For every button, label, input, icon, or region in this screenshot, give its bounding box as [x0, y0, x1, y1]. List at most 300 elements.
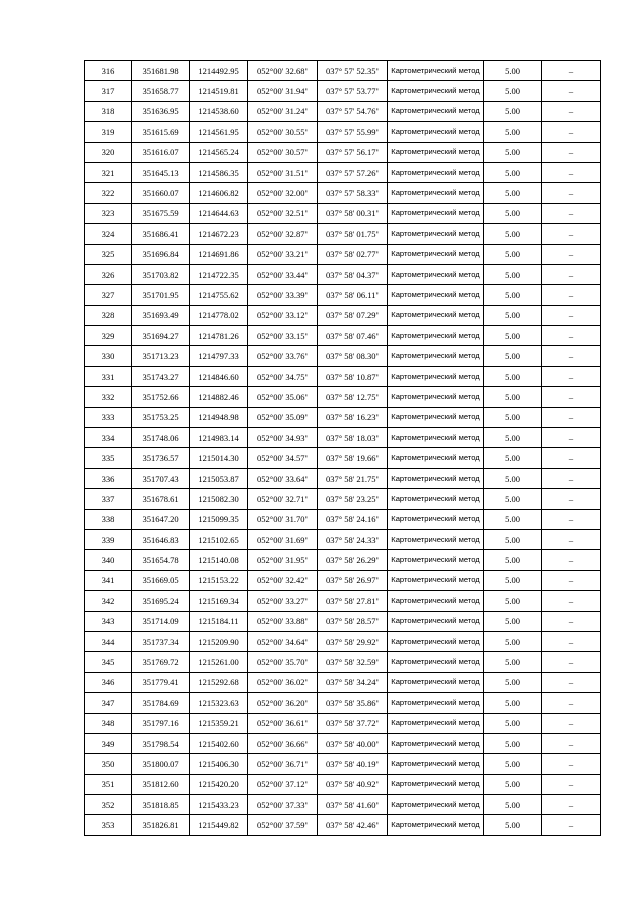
point-number-cell: 316 — [85, 61, 132, 81]
longitude-cell: 037° 58' 23.25" — [318, 489, 388, 509]
y-coordinate-cell: 1214672.23 — [190, 224, 248, 244]
method-cell: Картометрический метод — [388, 774, 484, 794]
latitude-cell: 052°00' 33.76" — [248, 346, 318, 366]
latitude-cell: 052°00' 35.06" — [248, 387, 318, 407]
y-coordinate-cell: 1215323.63 — [190, 693, 248, 713]
method-cell: Картометрический метод — [388, 631, 484, 651]
x-coordinate-cell: 351675.59 — [132, 203, 190, 223]
method-cell: Картометрический метод — [388, 346, 484, 366]
note-cell: – — [542, 305, 601, 325]
point-number-cell: 340 — [85, 550, 132, 570]
longitude-cell: 037° 58' 16.23" — [318, 407, 388, 427]
latitude-cell: 052°00' 35.09" — [248, 407, 318, 427]
y-coordinate-cell: 1214691.86 — [190, 244, 248, 264]
accuracy-cell: 5.00 — [484, 591, 542, 611]
note-cell: – — [542, 672, 601, 692]
accuracy-cell: 5.00 — [484, 713, 542, 733]
y-coordinate-cell: 1214586.35 — [190, 162, 248, 182]
accuracy-cell: 5.00 — [484, 489, 542, 509]
longitude-cell: 037° 57' 58.33" — [318, 183, 388, 203]
y-coordinate-cell: 1214983.14 — [190, 428, 248, 448]
latitude-cell: 052°00' 30.57" — [248, 142, 318, 162]
longitude-cell: 037° 58' 07.29" — [318, 305, 388, 325]
method-cell: Картометрический метод — [388, 61, 484, 81]
latitude-cell: 052°00' 33.39" — [248, 285, 318, 305]
x-coordinate-cell: 351797.16 — [132, 713, 190, 733]
method-cell: Картометрический метод — [388, 264, 484, 284]
point-number-cell: 336 — [85, 468, 132, 488]
table-row — [85, 774, 601, 794]
point-number-cell: 353 — [85, 815, 132, 835]
x-coordinate-cell: 351616.07 — [132, 142, 190, 162]
longitude-cell: 037° 58' 28.57" — [318, 611, 388, 631]
accuracy-cell: 5.00 — [484, 795, 542, 815]
note-cell: – — [542, 428, 601, 448]
method-cell: Картометрический метод — [388, 142, 484, 162]
note-cell: – — [542, 509, 601, 529]
method-cell: Картометрический метод — [388, 162, 484, 182]
accuracy-cell: 5.00 — [484, 183, 542, 203]
longitude-cell: 037° 58' 02.77" — [318, 244, 388, 264]
table-row — [85, 468, 601, 488]
y-coordinate-cell: 1215140.08 — [190, 550, 248, 570]
method-cell: Картометрический метод — [388, 428, 484, 448]
latitude-cell: 052°00' 31.95" — [248, 550, 318, 570]
accuracy-cell: 5.00 — [484, 162, 542, 182]
method-cell: Картометрический метод — [388, 611, 484, 631]
accuracy-cell: 5.00 — [484, 326, 542, 346]
note-cell: – — [542, 489, 601, 509]
accuracy-cell: 5.00 — [484, 529, 542, 549]
table-row — [85, 387, 601, 407]
y-coordinate-cell: 1214722.35 — [190, 264, 248, 284]
method-cell: Картометрический метод — [388, 122, 484, 142]
point-number-cell: 317 — [85, 81, 132, 101]
accuracy-cell: 5.00 — [484, 774, 542, 794]
longitude-cell: 037° 57' 53.77" — [318, 81, 388, 101]
note-cell: – — [542, 81, 601, 101]
accuracy-cell: 5.00 — [484, 346, 542, 366]
latitude-cell: 052°00' 36.02" — [248, 672, 318, 692]
accuracy-cell: 5.00 — [484, 570, 542, 590]
method-cell: Картометрический метод — [388, 244, 484, 264]
table-row — [85, 407, 601, 427]
longitude-cell: 037° 57' 54.76" — [318, 101, 388, 121]
latitude-cell: 052°00' 34.57" — [248, 448, 318, 468]
point-number-cell: 327 — [85, 285, 132, 305]
note-cell: – — [542, 326, 601, 346]
point-number-cell: 351 — [85, 774, 132, 794]
table-row — [85, 366, 601, 386]
longitude-cell: 037° 58' 42.46" — [318, 815, 388, 835]
y-coordinate-cell: 1214797.33 — [190, 346, 248, 366]
note-cell: – — [542, 652, 601, 672]
longitude-cell: 037° 58' 10.87" — [318, 366, 388, 386]
latitude-cell: 052°00' 36.61" — [248, 713, 318, 733]
x-coordinate-cell: 351647.20 — [132, 509, 190, 529]
note-cell: – — [542, 407, 601, 427]
method-cell: Картометрический метод — [388, 203, 484, 223]
latitude-cell: 052°00' 37.12" — [248, 774, 318, 794]
point-number-cell: 344 — [85, 631, 132, 651]
note-cell: – — [542, 591, 601, 611]
point-number-cell: 346 — [85, 672, 132, 692]
accuracy-cell: 5.00 — [484, 387, 542, 407]
latitude-cell: 052°00' 32.87" — [248, 224, 318, 244]
table-row — [85, 509, 601, 529]
point-number-cell: 329 — [85, 326, 132, 346]
accuracy-cell: 5.00 — [484, 285, 542, 305]
method-cell: Картометрический метод — [388, 183, 484, 203]
point-number-cell: 324 — [85, 224, 132, 244]
method-cell: Картометрический метод — [388, 529, 484, 549]
point-number-cell: 345 — [85, 652, 132, 672]
x-coordinate-cell: 351818.85 — [132, 795, 190, 815]
x-coordinate-cell: 351784.69 — [132, 693, 190, 713]
note-cell: – — [542, 550, 601, 570]
accuracy-cell: 5.00 — [484, 631, 542, 651]
point-number-cell: 323 — [85, 203, 132, 223]
latitude-cell: 052°00' 33.44" — [248, 264, 318, 284]
accuracy-cell: 5.00 — [484, 468, 542, 488]
method-cell: Картометрический метод — [388, 468, 484, 488]
y-coordinate-cell: 1215014.30 — [190, 448, 248, 468]
method-cell: Картометрический метод — [388, 550, 484, 570]
note-cell: – — [542, 774, 601, 794]
method-cell: Картометрический метод — [388, 570, 484, 590]
x-coordinate-cell: 351800.07 — [132, 754, 190, 774]
accuracy-cell: 5.00 — [484, 550, 542, 570]
latitude-cell: 052°00' 37.59" — [248, 815, 318, 835]
point-number-cell: 320 — [85, 142, 132, 162]
latitude-cell: 052°00' 36.66" — [248, 733, 318, 753]
latitude-cell: 052°00' 35.70" — [248, 652, 318, 672]
y-coordinate-cell: 1214778.02 — [190, 305, 248, 325]
table-row — [85, 346, 601, 366]
note-cell: – — [542, 203, 601, 223]
table-row — [85, 754, 601, 774]
note-cell: – — [542, 183, 601, 203]
longitude-cell: 037° 58' 41.60" — [318, 795, 388, 815]
point-number-cell: 349 — [85, 733, 132, 753]
point-number-cell: 331 — [85, 366, 132, 386]
method-cell: Картометрический метод — [388, 387, 484, 407]
point-number-cell: 348 — [85, 713, 132, 733]
note-cell: – — [542, 346, 601, 366]
accuracy-cell: 5.00 — [484, 61, 542, 81]
x-coordinate-cell: 351826.81 — [132, 815, 190, 835]
y-coordinate-cell: 1215449.82 — [190, 815, 248, 835]
method-cell: Картометрический метод — [388, 509, 484, 529]
longitude-cell: 037° 58' 24.16" — [318, 509, 388, 529]
note-cell: – — [542, 448, 601, 468]
method-cell: Картометрический метод — [388, 733, 484, 753]
note-cell: – — [542, 101, 601, 121]
table-row — [85, 570, 601, 590]
x-coordinate-cell: 351748.06 — [132, 428, 190, 448]
longitude-cell: 037° 58' 01.75" — [318, 224, 388, 244]
note-cell: – — [542, 570, 601, 590]
longitude-cell: 037° 58' 21.75" — [318, 468, 388, 488]
table-row — [85, 448, 601, 468]
x-coordinate-cell: 351736.57 — [132, 448, 190, 468]
table-row — [85, 529, 601, 549]
longitude-cell: 037° 58' 32.59" — [318, 652, 388, 672]
latitude-cell: 052°00' 30.55" — [248, 122, 318, 142]
y-coordinate-cell: 1215053.87 — [190, 468, 248, 488]
x-coordinate-cell: 351660.07 — [132, 183, 190, 203]
y-coordinate-cell: 1215153.22 — [190, 570, 248, 590]
note-cell: – — [542, 142, 601, 162]
x-coordinate-cell: 351654.78 — [132, 550, 190, 570]
table-row — [85, 244, 601, 264]
longitude-cell: 037° 58' 29.92" — [318, 631, 388, 651]
accuracy-cell: 5.00 — [484, 733, 542, 753]
table-row — [85, 142, 601, 162]
note-cell: – — [542, 795, 601, 815]
accuracy-cell: 5.00 — [484, 509, 542, 529]
table-row — [85, 652, 601, 672]
method-cell: Картометрический метод — [388, 672, 484, 692]
x-coordinate-cell: 351701.95 — [132, 285, 190, 305]
method-cell: Картометрический метод — [388, 305, 484, 325]
method-cell: Картометрический метод — [388, 101, 484, 121]
point-number-cell: 347 — [85, 693, 132, 713]
latitude-cell: 052°00' 31.24" — [248, 101, 318, 121]
longitude-cell: 037° 58' 27.81" — [318, 591, 388, 611]
table-row — [85, 81, 601, 101]
x-coordinate-cell: 351686.41 — [132, 224, 190, 244]
y-coordinate-cell: 1215169.34 — [190, 591, 248, 611]
accuracy-cell: 5.00 — [484, 244, 542, 264]
accuracy-cell: 5.00 — [484, 428, 542, 448]
point-number-cell: 341 — [85, 570, 132, 590]
latitude-cell: 052°00' 32.51" — [248, 203, 318, 223]
table-row — [85, 591, 601, 611]
latitude-cell: 052°00' 34.93" — [248, 428, 318, 448]
y-coordinate-cell: 1214492.95 — [190, 61, 248, 81]
x-coordinate-cell: 351713.23 — [132, 346, 190, 366]
y-coordinate-cell: 1214561.95 — [190, 122, 248, 142]
latitude-cell: 052°00' 32.42" — [248, 570, 318, 590]
note-cell: – — [542, 529, 601, 549]
table-row — [85, 672, 601, 692]
x-coordinate-cell: 351645.13 — [132, 162, 190, 182]
latitude-cell: 052°00' 32.71" — [248, 489, 318, 509]
method-cell: Картометрический метод — [388, 693, 484, 713]
x-coordinate-cell: 351753.25 — [132, 407, 190, 427]
latitude-cell: 052°00' 33.88" — [248, 611, 318, 631]
point-number-cell: 343 — [85, 611, 132, 631]
accuracy-cell: 5.00 — [484, 224, 542, 244]
y-coordinate-cell: 1214644.63 — [190, 203, 248, 223]
latitude-cell: 052°00' 33.12" — [248, 305, 318, 325]
y-coordinate-cell: 1214948.98 — [190, 407, 248, 427]
longitude-cell: 037° 58' 34.24" — [318, 672, 388, 692]
y-coordinate-cell: 1215420.20 — [190, 774, 248, 794]
table-body — [85, 61, 601, 836]
note-cell: – — [542, 387, 601, 407]
table-row — [85, 489, 601, 509]
note-cell: – — [542, 122, 601, 142]
point-number-cell: 337 — [85, 489, 132, 509]
note-cell: – — [542, 754, 601, 774]
point-number-cell: 335 — [85, 448, 132, 468]
x-coordinate-cell: 351646.83 — [132, 529, 190, 549]
point-number-cell: 334 — [85, 428, 132, 448]
note-cell: – — [542, 468, 601, 488]
x-coordinate-cell: 351693.49 — [132, 305, 190, 325]
table-row — [85, 61, 601, 81]
y-coordinate-cell: 1214519.81 — [190, 81, 248, 101]
x-coordinate-cell: 351681.98 — [132, 61, 190, 81]
table-row — [85, 550, 601, 570]
x-coordinate-cell: 351743.27 — [132, 366, 190, 386]
x-coordinate-cell: 351658.77 — [132, 81, 190, 101]
table-row — [85, 693, 601, 713]
note-cell: – — [542, 815, 601, 835]
x-coordinate-cell: 351669.05 — [132, 570, 190, 590]
table-row — [85, 795, 601, 815]
coordinates-table — [84, 60, 601, 836]
accuracy-cell: 5.00 — [484, 652, 542, 672]
method-cell: Картометрический метод — [388, 795, 484, 815]
method-cell: Картометрический метод — [388, 81, 484, 101]
x-coordinate-cell: 351798.54 — [132, 733, 190, 753]
accuracy-cell: 5.00 — [484, 203, 542, 223]
note-cell: – — [542, 631, 601, 651]
accuracy-cell: 5.00 — [484, 672, 542, 692]
method-cell: Картометрический метод — [388, 326, 484, 346]
longitude-cell: 037° 58' 19.66" — [318, 448, 388, 468]
point-number-cell: 332 — [85, 387, 132, 407]
x-coordinate-cell: 351678.61 — [132, 489, 190, 509]
x-coordinate-cell: 351707.43 — [132, 468, 190, 488]
latitude-cell: 052°00' 34.64" — [248, 631, 318, 651]
note-cell: – — [542, 693, 601, 713]
note-cell: – — [542, 733, 601, 753]
accuracy-cell: 5.00 — [484, 81, 542, 101]
y-coordinate-cell: 1215292.68 — [190, 672, 248, 692]
method-cell: Картометрический метод — [388, 652, 484, 672]
y-coordinate-cell: 1214538.60 — [190, 101, 248, 121]
latitude-cell: 052°00' 31.70" — [248, 509, 318, 529]
table-row — [85, 101, 601, 121]
x-coordinate-cell: 351769.72 — [132, 652, 190, 672]
accuracy-cell: 5.00 — [484, 407, 542, 427]
accuracy-cell: 5.00 — [484, 693, 542, 713]
longitude-cell: 037° 57' 56.17" — [318, 142, 388, 162]
accuracy-cell: 5.00 — [484, 815, 542, 835]
longitude-cell: 037° 58' 35.86" — [318, 693, 388, 713]
y-coordinate-cell: 1215359.21 — [190, 713, 248, 733]
method-cell: Картометрический метод — [388, 489, 484, 509]
point-number-cell: 326 — [85, 264, 132, 284]
method-cell: Картометрический метод — [388, 713, 484, 733]
note-cell: – — [542, 264, 601, 284]
table-row — [85, 631, 601, 651]
table-row — [85, 428, 601, 448]
x-coordinate-cell: 351779.41 — [132, 672, 190, 692]
y-coordinate-cell: 1214846.60 — [190, 366, 248, 386]
table-row — [85, 305, 601, 325]
point-number-cell: 322 — [85, 183, 132, 203]
longitude-cell: 037° 58' 08.30" — [318, 346, 388, 366]
latitude-cell: 052°00' 33.21" — [248, 244, 318, 264]
longitude-cell: 037° 57' 57.26" — [318, 162, 388, 182]
longitude-cell: 037° 58' 40.19" — [318, 754, 388, 774]
accuracy-cell: 5.00 — [484, 754, 542, 774]
method-cell: Картометрический метод — [388, 815, 484, 835]
accuracy-cell: 5.00 — [484, 366, 542, 386]
x-coordinate-cell: 351696.84 — [132, 244, 190, 264]
y-coordinate-cell: 1214882.46 — [190, 387, 248, 407]
table-row — [85, 326, 601, 346]
point-number-cell: 328 — [85, 305, 132, 325]
point-number-cell: 338 — [85, 509, 132, 529]
accuracy-cell: 5.00 — [484, 101, 542, 121]
latitude-cell: 052°00' 31.69" — [248, 529, 318, 549]
note-cell: – — [542, 713, 601, 733]
note-cell: – — [542, 244, 601, 264]
longitude-cell: 037° 58' 37.72" — [318, 713, 388, 733]
table-row — [85, 122, 601, 142]
y-coordinate-cell: 1214781.26 — [190, 326, 248, 346]
y-coordinate-cell: 1215261.00 — [190, 652, 248, 672]
note-cell: – — [542, 611, 601, 631]
accuracy-cell: 5.00 — [484, 122, 542, 142]
latitude-cell: 052°00' 34.75" — [248, 366, 318, 386]
note-cell: – — [542, 162, 601, 182]
longitude-cell: 037° 58' 04.37" — [318, 264, 388, 284]
latitude-cell: 052°00' 31.51" — [248, 162, 318, 182]
latitude-cell: 052°00' 33.15" — [248, 326, 318, 346]
y-coordinate-cell: 1215209.90 — [190, 631, 248, 651]
table-row — [85, 285, 601, 305]
x-coordinate-cell: 351615.69 — [132, 122, 190, 142]
latitude-cell: 052°00' 33.64" — [248, 468, 318, 488]
longitude-cell: 037° 58' 06.11" — [318, 285, 388, 305]
note-cell: – — [542, 61, 601, 81]
method-cell: Картометрический метод — [388, 285, 484, 305]
y-coordinate-cell: 1214565.24 — [190, 142, 248, 162]
point-number-cell: 319 — [85, 122, 132, 142]
table-row — [85, 264, 601, 284]
longitude-cell: 037° 57' 55.99" — [318, 122, 388, 142]
longitude-cell: 037° 57' 52.35" — [318, 61, 388, 81]
point-number-cell: 339 — [85, 529, 132, 549]
accuracy-cell: 5.00 — [484, 611, 542, 631]
accuracy-cell: 5.00 — [484, 264, 542, 284]
table-row — [85, 713, 601, 733]
latitude-cell: 052°00' 36.20" — [248, 693, 318, 713]
longitude-cell: 037° 58' 18.03" — [318, 428, 388, 448]
method-cell: Картометрический метод — [388, 591, 484, 611]
note-cell: – — [542, 366, 601, 386]
method-cell: Картометрический метод — [388, 407, 484, 427]
table-row — [85, 224, 601, 244]
point-number-cell: 318 — [85, 101, 132, 121]
longitude-cell: 037° 58' 00.31" — [318, 203, 388, 223]
latitude-cell: 052°00' 36.71" — [248, 754, 318, 774]
point-number-cell: 325 — [85, 244, 132, 264]
y-coordinate-cell: 1214755.62 — [190, 285, 248, 305]
x-coordinate-cell: 351714.09 — [132, 611, 190, 631]
note-cell: – — [542, 224, 601, 244]
x-coordinate-cell: 351694.27 — [132, 326, 190, 346]
x-coordinate-cell: 351737.34 — [132, 631, 190, 651]
table-row — [85, 203, 601, 223]
